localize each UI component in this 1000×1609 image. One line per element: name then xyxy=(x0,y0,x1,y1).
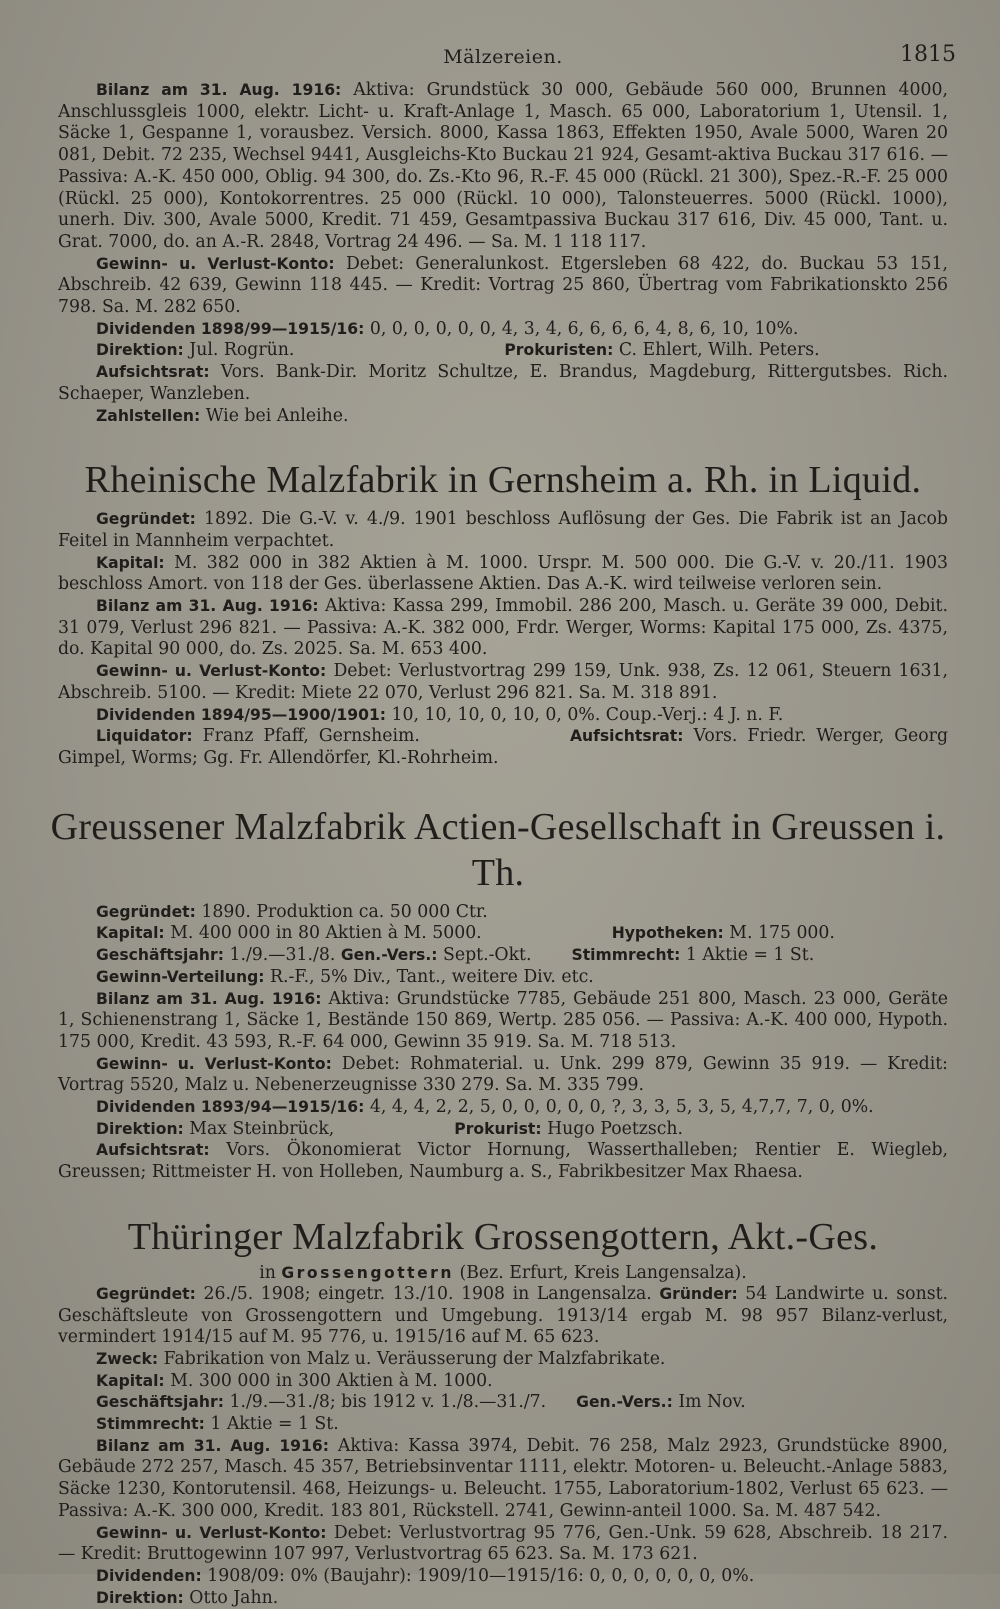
management-entry xyxy=(58,1119,948,1141)
entry-label: Gewinn- u. Verlust-Konto: xyxy=(96,254,335,273)
entry-label: Gegründet: xyxy=(96,510,196,529)
entry-text: Im Nov. xyxy=(678,1392,746,1413)
entry-label: Stimmrecht: xyxy=(571,946,681,965)
entry-text: Sept.-Okt. xyxy=(443,945,532,966)
page-header xyxy=(58,40,956,80)
entry-text: Aktiva: Grundstücke 7785, Gebäude 251 800, Masch. 23 000, Geräte 1, Schienenstrang 1, Säcke 1, Bestände 150 869, Wertp. 285 056. — Passiva: A.-K. 400 000, Hypoth. 175 000, Kredit. 43 593, R.-F. 64 000, Gewinn 35 919. Sa. M. 718 513. xyxy=(58,988,948,1052)
entry-text: Vors. Ökonomierat Victor Hornung, Wasserthalleben; Rentier E. Wiegleb, Greussen; Rittmeister H. von Holleben, Naumburg a. S., Fabrikbesitzer Max Rhaesa. xyxy=(58,1140,949,1183)
dividends-entry xyxy=(58,1097,948,1119)
entry-text: 4, 4, 4, 2, 2, 5, 0, 0, 0, 0, 0, ?, 3, 3, 5, 3, 5, 4,7,7, 7, 0, 0%. xyxy=(369,1097,874,1118)
liquidator-entry xyxy=(58,726,948,769)
entry-label: Bilanz am 31. Aug. 1916: xyxy=(96,597,319,616)
capital-entry xyxy=(58,1371,948,1393)
entry-label: Dividenden: xyxy=(96,1566,202,1585)
entry-label: Kapital: xyxy=(96,924,165,943)
company-heading: Thüringer Malzfabrik Grossengottern, Akt.-Ges. xyxy=(127,1215,879,1258)
entry-label: Direktion: xyxy=(96,1588,184,1607)
entry-label: Direktion: xyxy=(96,341,184,360)
page xyxy=(50,40,956,1609)
location-detail: (Bez. Erfurt, Kreis Langensalza). xyxy=(459,1262,747,1283)
entry-text: M. 175 000. xyxy=(729,923,835,944)
entry-label: Gewinn- u. Verlust-Konto: xyxy=(96,1054,332,1073)
entry-label: Dividenden 1893/94—1915/16: xyxy=(96,1098,365,1117)
entry-text: 1892. Die G.-V. v. 4./9. 1901 beschloss Auflösung der Ges. Die Fabrik ist an Jacob Feitel in Mannheim verpachtet. xyxy=(58,509,948,551)
entry-label: Geschäftsjahr: xyxy=(96,946,224,965)
section-rheinische-malzfabrik xyxy=(58,457,948,769)
dividends-entry xyxy=(58,319,948,341)
entry-text: Debet: Rohmaterial. u. Unk. 299 879, Gewinn 35 919. — Kredit: Vortrag 5520, Malz u. Nebenerzeugnisse 330 279. Sa. M. 335 799. xyxy=(58,1053,949,1096)
entry-text: 54 Landwirte u. sonst. Geschäftsleute von Grossengottern und Umgebung. 1913/14 ergab M. 98 957 Bilanz-verlust, vermindert 1914/15 auf M. 95 776, u. 1915/16 auf M. 65 623. xyxy=(58,1283,949,1348)
fiscal-year-entry xyxy=(58,1392,948,1414)
entry-label: Zweck: xyxy=(96,1349,159,1368)
entry-label: Aufsichtsrat: xyxy=(96,363,210,382)
purpose-entry xyxy=(58,1349,948,1371)
entry-label: Direktion: xyxy=(96,1119,184,1138)
founded-entry xyxy=(58,902,948,924)
paying-agents-entry xyxy=(58,406,948,428)
entry-label: Kapital: xyxy=(96,553,165,572)
entry-text: 10, 10, 10, 0, 10, 0, 0%. Coup.-Verj.: 4 J. n. F. xyxy=(391,704,784,725)
entry-label: Gen.-Vers.: xyxy=(340,946,438,965)
entry-label: Aufsichtsrat: xyxy=(96,1141,210,1160)
entry-text: Fabrikation von Malz u. Veräusserung der Malzfabrikate. xyxy=(163,1348,666,1369)
entry-text: Max Steinbrück, xyxy=(189,1118,335,1139)
entry-text: R.-F., 5% Div., Tant., weitere Div. etc. xyxy=(269,966,594,987)
section-thueringer-malzfabrik xyxy=(58,1214,948,1609)
entry-text: Aktiva: Kassa 299, Immobil. 286 200, Masch. u. Geräte 39 000, Debit. 31 079, Verlust 296 821. — Passiva: A.-K. 382 000, Frdr. Werger, Worms: Kapital 175 000, Zs. 4375, do. Kapital 90 000, do. Zs. 2025. Sa. M. 653 400. xyxy=(58,596,948,660)
entry-label: Geschäftsjahr: xyxy=(96,1393,224,1412)
entry-text: Debet: Verlustvortrag 299 159, Unk. 938, Zs. 12 061, Steuern 1631, Abschreib. 5100. — Kredit: Miete 22 070, Verlust 296 821. Sa. M. 318 891. xyxy=(58,661,948,703)
entry-text: Debet: Generalunkost. Etgersleben 68 422, do. Buckau 53 151, Abschreib. 42 639, Gewinn 118 445. — Kredit: Vortrag 25 860, Übertrag vom Fabrikationskto 256 798. Sa. M. 282 650. xyxy=(58,253,948,318)
entry-label: Gewinn- u. Verlust-Konto: xyxy=(96,1523,327,1542)
voting-entry xyxy=(58,1414,948,1436)
entry-label: Gewinn- u. Verlust-Konto: xyxy=(96,662,327,681)
entry-label: Aufsichtsrat: xyxy=(569,727,684,746)
balance-entry xyxy=(58,989,948,1054)
entry-label: Hypotheken: xyxy=(611,924,724,943)
entry-label: Kapital: xyxy=(96,1371,165,1390)
entry-label: Bilanz am 31. Aug. 1916: xyxy=(96,81,342,99)
entry-text: Jul. Rogrün. xyxy=(189,340,295,361)
section-maelzerei-continued xyxy=(58,80,948,427)
entry-text: Wie bei Anleihe. xyxy=(205,405,349,426)
profit-loss-entry xyxy=(58,1523,948,1566)
entry-label: Gegründet: xyxy=(96,902,196,921)
page-number: 1815 xyxy=(900,42,956,67)
entry-text: 1./9.—31./8; bis 1912 v. 1./8.—31./7. xyxy=(229,1392,547,1413)
entry-text: Otto Jahn. xyxy=(189,1587,279,1608)
entry-text: M. 300 000 in 300 Aktien à M. 1000. xyxy=(170,1370,493,1391)
founded-entry xyxy=(58,509,948,552)
dividends-entry xyxy=(58,1566,948,1588)
entry-text: 1908/09: 0% (Baujahr): 1909/10—1915/16: 0, 0, 0, 0, 0, 0, 0%. xyxy=(207,1565,755,1586)
entry-text: Debet: Verlustvortrag 95 776, Gen.-Unk. 59 628, Abschreib. 18 217. — Kredit: Bruttogewinn 107 997, Verlustvortrag 65 623. Sa. M. 173 621. xyxy=(58,1522,948,1565)
location-place: Grossengottern xyxy=(281,1263,454,1282)
profit-loss-entry xyxy=(58,661,948,704)
entry-text: Aktiva: Kassa 3974, Debit. 76 258, Malz 2923, Grundstücke 8900, Gebäude 272 257, Masch. 45 357, Betriebsinventar 1111, elektr. Motoren- u. Beleucht.-Anlage 5883, Säcke 1230, Kontorutensil. 468, Heizungs- u. Beleucht. 1755, Laboratorium-1802, Verlust 65 623. — Passiva: A.-K. 300 000, Kredit. 183 801, Rückstell. 2741, Gewinn-anteil 1000. Sa. M. 487 542. xyxy=(58,1435,949,1521)
capital-entry xyxy=(58,923,948,945)
board-entry xyxy=(58,1140,948,1183)
capital-entry xyxy=(58,553,948,596)
entry-label: Bilanz am 31. Aug. 1916: xyxy=(96,989,322,1008)
entry-label: Gen.-Vers.: xyxy=(576,1393,673,1412)
entry-label: Bilanz am 31. Aug. 1916: xyxy=(96,1436,329,1455)
entry-text: 1 Aktie = 1 St. xyxy=(210,1414,339,1435)
entry-text: Vors. Friedr. Werger, Georg Gimpel, Worms; Gg. Fr. Allendörfer, Kl.-Rohrheim. xyxy=(58,726,949,768)
entry-text: Hugo Poetzsch. xyxy=(547,1118,684,1139)
entry-text: 26./5. 1908; eingetr. 13./10. 1908 in Langensalza. xyxy=(203,1283,652,1304)
company-heading: Rheinische Malzfabrik in Gernsheim a. Rh. in Liquid. xyxy=(84,459,922,502)
entry-text: M. 382 000 in 382 Aktien à M. 1000. Urspr. M. 500 000. Die G.-V. v. 20./11. 1903 beschloss Amort. von 118 der Ges. überlassene Aktien. Das A.-K. wird teilweise verloren sein. xyxy=(58,552,949,595)
entry-text: C. Ehlert, Wilh. Peters. xyxy=(618,340,820,361)
entry-text: 1 Aktie = 1 St. xyxy=(685,945,815,966)
balance-entry xyxy=(58,80,948,254)
entry-label: Gründer: xyxy=(659,1284,738,1303)
entry-label: Gewinn-Verteilung: xyxy=(96,967,265,986)
entry-text: M. 400 000 in 80 Aktien à M. 5000. xyxy=(170,923,482,944)
profit-distribution-entry xyxy=(58,967,948,989)
entry-label: Prokuristen: xyxy=(504,341,614,360)
entry-text: 0, 0, 0, 0, 0, 0, 4, 3, 4, 6, 6, 6, 6, 4, 8, 6, 10, 10%. xyxy=(369,318,799,339)
dividends-entry xyxy=(58,705,948,727)
entry-label: Zahlstellen: xyxy=(96,406,201,425)
entry-label: Dividenden 1894/95—1900/1901: xyxy=(96,705,387,724)
entry-text: Franz Pfaff, Gernsheim. xyxy=(202,726,420,747)
balance-entry xyxy=(58,596,948,661)
entry-label: Stimmrecht: xyxy=(96,1415,205,1434)
company-heading: Greussener Malzfabrik Actien-Gesellschaft in Greussen i. Th. xyxy=(50,805,946,894)
section-greussener-malzfabrik xyxy=(50,804,949,1184)
entry-label: Prokurist: xyxy=(454,1119,542,1138)
company-location xyxy=(58,1262,948,1284)
management-entry xyxy=(58,1588,948,1609)
entry-label: Gegründet: xyxy=(96,1284,196,1303)
running-title: Mälzereien. xyxy=(443,46,563,68)
balance-entry xyxy=(58,1436,948,1523)
profit-loss-entry xyxy=(58,1054,948,1097)
management-entry xyxy=(58,340,948,362)
entry-text: 1./9.—31./8. xyxy=(229,945,336,966)
location-prefix: in xyxy=(259,1262,276,1283)
profit-loss-entry xyxy=(58,254,948,319)
board-entry xyxy=(58,362,948,405)
entry-text: Vors. Bank-Dir. Moritz Schultze, E. Brandus, Magdeburg, Rittergutsbes. Rich. Schaeper, Wanzleben. xyxy=(58,362,949,404)
fiscal-year-entry xyxy=(58,945,948,967)
founded-entry xyxy=(58,1284,948,1349)
entry-label: Liquidator: xyxy=(96,727,193,746)
entry-text: Aktiva: Grundstück 30 000, Gebäude 560 000, Brunnen 4000, Anschlussgleis 1000, elektr. Licht- u. Kraft-Anlage 1, Masch. 65 000, Laboratorium 1, Utensil. 1, Säcke 1, Gespanne 1, vorausbez. Versich. 8000, Kassa 1863, Effekten 1950, Avale 5000, Waren 20 081, Debit. 72 235, Wechsel 9441, Ausgleichs-Kto Buckau 21 924, Gesamt-aktiva Buckau 317 616. — Passiva: A.-K. 450 000, Oblig. 94 300, do. Zs.-Kto 96, R.-F. 45 000 (Rückl. 21 300), Spez.-R.-F. 25 000 (Rückl. 25 000), Kontokorrentres. 25 000 (Rückl. 10 000), Talonsteuerres. 5000 (Rückl. 1000), unerh. Div. 300, Avale 5000, Kredit. 71 459, Gesamtpassiva Buckau 317 616, Div. 45 000, Tant. u. Grat. 7000, do. an A.-R. 2848, Vortrag 24 496. — Sa. M. 1 118 117. xyxy=(58,80,948,252)
entry-text: 1890. Produktion ca. 50 000 Ctr. xyxy=(201,901,488,922)
entry-label: Dividenden 1898/99—1915/16: xyxy=(96,319,365,338)
